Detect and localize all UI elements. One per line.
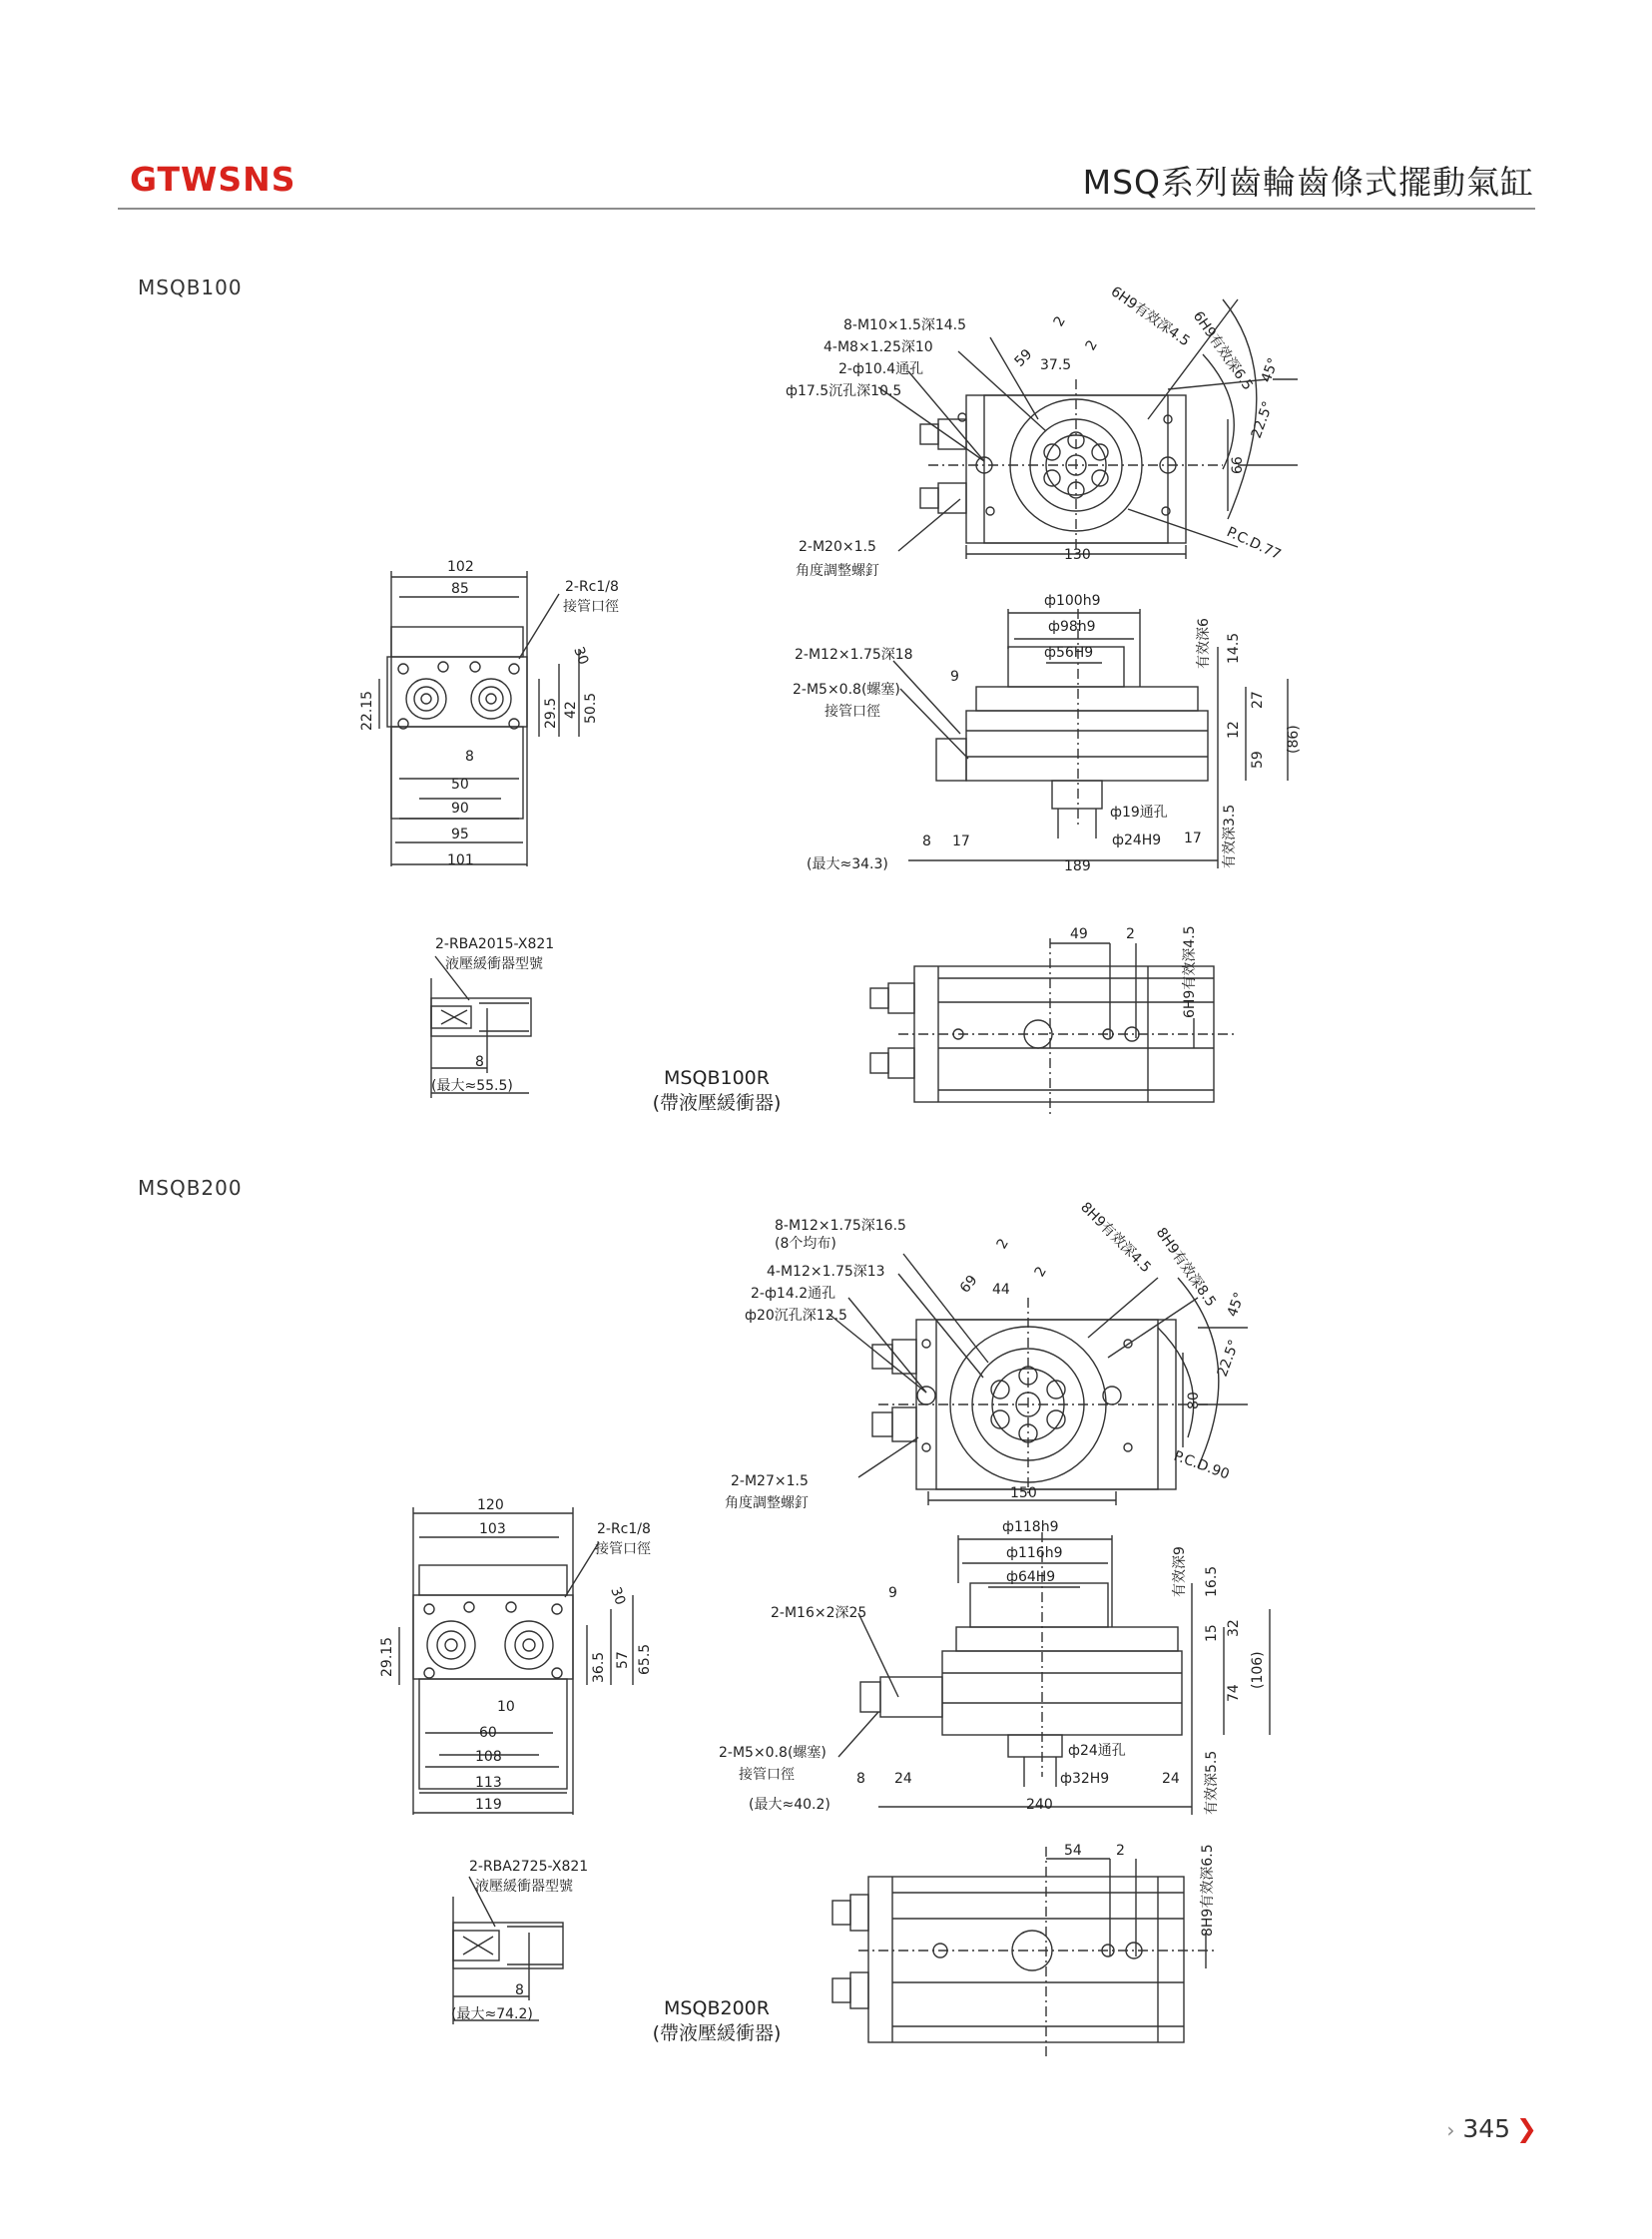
svg-text:2-ф14.2通孔: 2-ф14.2通孔 — [751, 1286, 836, 1302]
svg-text:有效深5.5: 有效深5.5 — [1204, 1750, 1220, 1815]
svg-text:2: 2 — [993, 1236, 1012, 1252]
svg-text:(8个均布): (8个均布) — [775, 1236, 836, 1252]
svg-text:24: 24 — [1162, 1771, 1180, 1787]
svg-text:角度調整螺釘: 角度調整螺釘 — [796, 563, 879, 579]
msqb200r-caption-note: (帶液壓緩衝器) — [652, 2022, 782, 2044]
svg-text:2: 2 — [1050, 313, 1069, 329]
svg-text:102: 102 — [447, 559, 474, 575]
svg-text:119: 119 — [475, 1797, 502, 1813]
svg-text:2-ф10.4通孔: 2-ф10.4通孔 — [838, 361, 924, 377]
svg-text:6H9有效深6.5: 6H9有效深6.5 — [1189, 308, 1256, 394]
svg-text:54: 54 — [1064, 1843, 1082, 1859]
svg-text:15: 15 — [1204, 1624, 1220, 1642]
svg-text:P.C.D.77: P.C.D.77 — [1224, 524, 1284, 564]
svg-text:ф56H9: ф56H9 — [1044, 645, 1094, 661]
svg-text:113: 113 — [475, 1775, 502, 1791]
svg-text:有效深3.5: 有效深3.5 — [1222, 804, 1238, 868]
svg-text:2-RBA2725-X821: 2-RBA2725-X821 — [469, 1859, 589, 1875]
svg-text:(最大≈34.3): (最大≈34.3) — [807, 856, 888, 872]
svg-text:2-M20×1.5: 2-M20×1.5 — [799, 539, 876, 555]
svg-text:59: 59 — [1011, 345, 1036, 370]
svg-text:有效深6: 有效深6 — [1196, 618, 1212, 669]
svg-text:4-M12×1.75深13: 4-M12×1.75深13 — [767, 1264, 885, 1280]
svg-text:32: 32 — [1226, 1619, 1242, 1637]
msqb200-bottom-view — [832, 1847, 1218, 2056]
svg-text:8: 8 — [515, 1982, 524, 1998]
svg-text:2-M12×1.75深18: 2-M12×1.75深18 — [795, 647, 913, 663]
svg-text:50: 50 — [451, 777, 469, 793]
svg-text:50.5: 50.5 — [583, 692, 599, 724]
svg-text:12: 12 — [1226, 721, 1242, 739]
svg-text:ф100h9: ф100h9 — [1044, 593, 1101, 609]
msqb100r-caption-note: (帶液壓緩衝器) — [652, 1092, 782, 1114]
msqb100-bottom-labels — [1070, 925, 1198, 1018]
svg-text:30: 30 — [570, 644, 592, 668]
svg-text:17: 17 — [952, 834, 970, 849]
svg-text:85: 85 — [451, 581, 469, 597]
svg-text:65.5: 65.5 — [637, 1643, 653, 1675]
svg-text:8: 8 — [465, 749, 474, 765]
svg-text:接管口徑: 接管口徑 — [739, 1767, 795, 1783]
page-number — [1446, 2114, 1537, 2143]
svg-text:9: 9 — [950, 669, 959, 685]
svg-text:42: 42 — [563, 701, 579, 719]
svg-text:74: 74 — [1226, 1684, 1242, 1702]
svg-text:ф24H9: ф24H9 — [1112, 833, 1162, 848]
section-label-msqb200: MSQB200 — [138, 1176, 243, 1200]
msqb200-shock-labels — [451, 1859, 588, 2022]
svg-text:22.15: 22.15 — [359, 690, 375, 731]
msqb100-front-labels — [793, 593, 1302, 874]
svg-text:59: 59 — [1250, 751, 1266, 769]
svg-text:(106): (106) — [1250, 1651, 1266, 1689]
svg-text:ф98h9: ф98h9 — [1048, 619, 1096, 635]
svg-text:240: 240 — [1026, 1797, 1053, 1813]
svg-text:接管口徑: 接管口徑 — [563, 599, 619, 615]
svg-text:30: 30 — [607, 1584, 629, 1608]
svg-text:60: 60 — [479, 1725, 497, 1741]
svg-text:36.5: 36.5 — [591, 1651, 607, 1683]
msqb200-top-labels — [725, 1200, 1248, 1511]
svg-text:45°: 45° — [1224, 1290, 1249, 1320]
svg-text:接管口徑: 接管口徑 — [825, 704, 880, 720]
svg-text:8: 8 — [856, 1771, 865, 1787]
svg-text:2: 2 — [1082, 337, 1101, 353]
svg-text:8H9有效深6.5: 8H9有效深6.5 — [1200, 1844, 1216, 1937]
svg-text:29.15: 29.15 — [379, 1636, 395, 1677]
svg-text:101: 101 — [447, 852, 474, 868]
svg-text:44: 44 — [992, 1282, 1010, 1298]
svg-text:120: 120 — [477, 1497, 504, 1513]
svg-text:189: 189 — [1064, 858, 1091, 874]
svg-text:22.5°: 22.5° — [1248, 399, 1277, 441]
svg-text:10: 10 — [497, 1699, 515, 1715]
svg-text:P.C.D.90: P.C.D.90 — [1171, 1447, 1232, 1483]
svg-text:2-M5×0.8(螺塞): 2-M5×0.8(螺塞) — [719, 1745, 826, 1761]
svg-text:8: 8 — [922, 834, 931, 849]
svg-text:8H9有效深8.5: 8H9有效深8.5 — [1152, 1225, 1219, 1311]
svg-text:80: 80 — [1186, 1392, 1202, 1409]
svg-text:150: 150 — [1010, 1485, 1037, 1501]
svg-text:8: 8 — [475, 1054, 484, 1070]
svg-text:8-M12×1.75深16.5: 8-M12×1.75深16.5 — [775, 1218, 906, 1234]
svg-text:2-M27×1.5: 2-M27×1.5 — [731, 1473, 809, 1489]
svg-text:8-M10×1.5深14.5: 8-M10×1.5深14.5 — [843, 317, 967, 333]
svg-text:角度調整螺釘: 角度調整螺釘 — [725, 1495, 809, 1511]
msqb200r-caption — [647, 1996, 787, 2046]
msqb100-shock-view — [431, 956, 531, 1098]
msqb100-top-labels — [786, 283, 1284, 579]
svg-text:22.5°: 22.5° — [1214, 1338, 1243, 1380]
msqb100r-caption-model: MSQB100R — [664, 1067, 770, 1089]
svg-text:4-M8×1.25深10: 4-M8×1.25深10 — [824, 339, 933, 355]
chevron-left-icon: › — [1446, 2118, 1455, 2142]
svg-text:9: 9 — [888, 1585, 897, 1601]
svg-text:24: 24 — [894, 1771, 912, 1787]
svg-text:2-M5×0.8(螺塞): 2-M5×0.8(螺塞) — [793, 682, 900, 698]
svg-text:ф116h9: ф116h9 — [1006, 1545, 1063, 1561]
svg-text:49: 49 — [1070, 926, 1088, 942]
svg-text:液壓緩衝器型號: 液壓緩衝器型號 — [475, 1879, 573, 1895]
svg-text:(最大≈55.5): (最大≈55.5) — [431, 1078, 513, 1094]
svg-text:2-M16×2深25: 2-M16×2深25 — [771, 1605, 867, 1621]
msqb200-side-labels — [379, 1497, 653, 1813]
svg-text:90: 90 — [451, 801, 469, 817]
svg-text:(最大≈74.2): (最大≈74.2) — [451, 2006, 533, 2022]
svg-text:6H9有效深4.5: 6H9有效深4.5 — [1182, 925, 1198, 1018]
svg-text:有效深9: 有效深9 — [1172, 1546, 1188, 1597]
svg-text:8H9有效深4.5: 8H9有效深4.5 — [1077, 1199, 1154, 1277]
svg-text:17: 17 — [1184, 831, 1202, 846]
svg-text:103: 103 — [479, 1521, 506, 1537]
svg-text:108: 108 — [475, 1749, 502, 1765]
svg-text:ф20沉孔深12.5: ф20沉孔深12.5 — [745, 1308, 847, 1324]
svg-text:ф118h9: ф118h9 — [1002, 1519, 1059, 1535]
svg-text:57: 57 — [615, 1651, 631, 1669]
msqb200-bottom-labels — [1064, 1843, 1216, 1937]
svg-text:ф24通孔: ф24通孔 — [1068, 1743, 1126, 1759]
svg-text:2-RBA2015-X821: 2-RBA2015-X821 — [435, 936, 555, 952]
svg-text:ф17.5沉孔深10.5: ф17.5沉孔深10.5 — [786, 383, 902, 399]
page-title: MSQ系列齒輪齒條式擺動氣缸 — [1082, 163, 1534, 202]
svg-text:2-Rc1/8: 2-Rc1/8 — [565, 579, 619, 595]
svg-text:6H9有效深4.5: 6H9有效深4.5 — [1107, 283, 1193, 350]
svg-text:130: 130 — [1064, 547, 1091, 563]
svg-text:95: 95 — [451, 827, 469, 842]
svg-text:ф32H9: ф32H9 — [1060, 1771, 1110, 1787]
svg-text:液壓緩衝器型號: 液壓緩衝器型號 — [445, 956, 543, 972]
svg-text:2: 2 — [1126, 926, 1135, 942]
svg-text:16.5: 16.5 — [1204, 1565, 1220, 1597]
svg-text:2-Rc1/8: 2-Rc1/8 — [597, 1521, 651, 1537]
chevron-right-icon: ❯ — [1516, 2114, 1537, 2143]
msqb200r-caption-model: MSQB200R — [664, 1997, 770, 2019]
svg-text:29.5: 29.5 — [543, 697, 559, 729]
page-number-value: 345 — [1462, 2114, 1511, 2143]
svg-text:14.5: 14.5 — [1226, 632, 1242, 664]
svg-text:ф19通孔: ф19通孔 — [1110, 805, 1168, 821]
msqb100-side-labels — [359, 559, 619, 868]
svg-text:(86): (86) — [1286, 725, 1302, 754]
svg-text:接管口徑: 接管口徑 — [595, 1541, 651, 1557]
svg-text:37.5: 37.5 — [1040, 357, 1072, 373]
svg-text:2: 2 — [1031, 1264, 1050, 1280]
svg-text:66: 66 — [1230, 456, 1246, 474]
svg-text:45°: 45° — [1258, 355, 1283, 385]
svg-text:69: 69 — [956, 1272, 981, 1297]
msqb100r-caption — [647, 1066, 787, 1116]
svg-text:ф64H9: ф64H9 — [1006, 1569, 1056, 1585]
msqb200-shock-view — [453, 1877, 563, 2024]
svg-text:(最大≈40.2): (最大≈40.2) — [749, 1797, 830, 1813]
svg-text:27: 27 — [1250, 691, 1266, 709]
brand-logo: GTWSNS — [130, 160, 296, 199]
section-label-msqb100: MSQB100 — [138, 276, 243, 299]
svg-text:2: 2 — [1116, 1843, 1125, 1859]
